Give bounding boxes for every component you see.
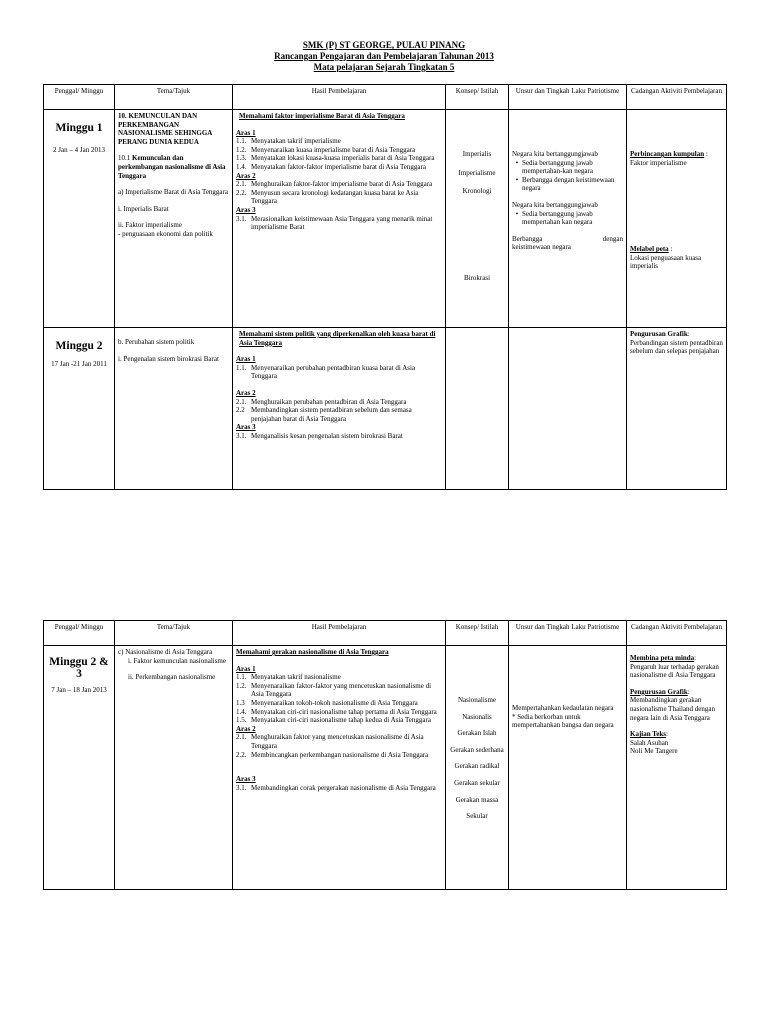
hasil-item: 2.1. Menghuraikan faktor-faktor imperialisme barat di Asia Tenggara — [236, 180, 433, 189]
subtopic-title: Kemunculan dan perkembangan nasionalisme di Asia Tenggara — [118, 154, 226, 180]
hasil-list — [236, 673, 442, 725]
week-row-3 — [44, 646, 727, 890]
aras-label: Aras 3 — [236, 775, 256, 784]
hasil-item: 2.2 Membandingkan sistem pentadbiran sebelum dan semasa penjajahan barat di Asia Tenggara — [236, 406, 412, 423]
hasil-item: 3.1. Merasionalkan keistimewaan Asia Tenggara yang menarik minat imperialisme Barat — [236, 214, 433, 232]
hasil-cell — [233, 646, 446, 890]
school-title: SMK (P) ST GEORGE, PULAU PINANG — [302, 40, 466, 50]
patriotisme-text: * Sedia berkorban untuk mempertahankan bangsa dan negara — [512, 712, 614, 730]
col-header-patriotisme: Unsur dan Tingkah Laku Patriotisme — [509, 621, 627, 646]
week-title: Minggu 1 — [55, 122, 103, 134]
tema-item: i. Pengenalan sistem birokrasi Barat — [118, 354, 219, 363]
tema-item: i. Faktor kemunculan nasionalisme — [128, 656, 226, 665]
tema-heading: 10. KEMUNCULAN DAN PERKEMBANGAN NASIONALISME SEHINGGA PERANG DUNIA KEDUA — [118, 112, 212, 146]
konsep-term: Gerakan Islah — [457, 729, 497, 738]
hasil-title: Memahami faktor imperialisme Barat di Asia Tenggara — [239, 112, 405, 120]
aktiviti-item: Perbincangan kumpulan : — [630, 150, 708, 158]
patriotisme-text: Negara kita bertanggungjawab — [512, 150, 598, 158]
patriotisme-bullet: • Sedia bertanggung jawab mempertahan kan negara — [515, 209, 593, 227]
patriotisme-text: Negara kita bertanggungjawab — [512, 200, 598, 209]
hasil-item: 3.1. Menganalisis kesan pengenalan sistem birokrasi Barat — [236, 431, 403, 440]
aras-label: Aras 2 — [236, 171, 256, 180]
tema-item: i. Imperialis Barat — [118, 204, 169, 213]
week-cell — [44, 646, 115, 890]
konsep-term: Gerakan sekular — [454, 778, 500, 787]
tema-item: ii. Faktor imperialisme — [118, 221, 182, 230]
week-row-1 — [44, 110, 727, 328]
aras-label: Aras 3 — [236, 205, 256, 214]
column-header-row — [44, 621, 727, 646]
aras-label: Aras 3 — [236, 423, 256, 432]
hasil-item: 1.1. Menyatakan takrif nasionalisme — [236, 673, 341, 682]
week-title: Minggu 2 & 3 — [49, 656, 109, 680]
col-header-hasil: Hasil Pembelajaran — [233, 85, 446, 110]
col-header-konsep: Konsep/ Istilah — [446, 621, 509, 646]
hasil-list — [236, 432, 442, 441]
hasil-item: 1.1. Menyenaraikan perubahan pentadbiran kuasa barat di Asia Tenggara — [236, 363, 416, 381]
patriotisme-bullet: • Berbangga dengan keistimewaan negara — [515, 175, 615, 193]
hasil-item: 1.4. Menyatakan faktor-faktor imperialisme barat di Asia Tenggara — [236, 162, 426, 171]
week-cell — [44, 328, 115, 490]
tema-item: c) Nasionalisme di Asia Tenggara — [118, 648, 213, 656]
konsep-term: Gerakan sederhana — [450, 745, 504, 754]
hasil-title: Memahami gerakan nasionalisme di Asia Tenggara — [236, 648, 389, 656]
col-header-tema: Tema/Tajuk — [115, 621, 233, 646]
konsep-term: Birokrasi — [463, 273, 491, 282]
aktiviti-text: Noli Me Tangere — [630, 747, 678, 756]
hasil-list — [236, 180, 442, 206]
tema-cell — [115, 646, 233, 890]
hasil-list — [236, 398, 442, 424]
tema-item: ii. Perkembangan nasionalisme — [128, 673, 216, 682]
patriotisme-list — [512, 210, 623, 227]
aktiviti-text: Faktor imperialisme — [630, 158, 687, 167]
aras-label: Aras 2 — [236, 724, 256, 733]
patriotisme-text: Berbangga dengan — [512, 234, 623, 243]
tema-cell — [115, 110, 233, 328]
col-header-minggu: Penggal/ Minggu — [44, 621, 115, 646]
hasil-item: 1.4. Menyatakan ciri-ciri nasionalisme tahap pertama di Asia Tenggara — [236, 707, 437, 716]
hasil-list — [236, 137, 442, 171]
aktiviti-cell — [627, 328, 727, 490]
tema-item: a) Imperialisme Barat di Asia Tenggara — [118, 188, 228, 197]
konsep-term: Imperialis — [462, 150, 492, 158]
week-date: 7 Jan – 18 Jan 2013 — [51, 686, 107, 694]
aktiviti-text: Lokasi penguasaan kuasa imperialis — [630, 253, 702, 271]
week-date: 17 Jan -21 Jan 2011 — [51, 360, 107, 368]
hasil-item: 2.2. Menyusun secara kronologi kedatangan kuasa barat ke Asia Tenggara — [236, 188, 419, 206]
col-header-patriotisme: Unsur dan Tingkah Laku Patriotisme — [509, 85, 627, 110]
patriotisme-cell — [509, 646, 627, 890]
aktiviti-item: Pengurusan Grafik: — [630, 687, 690, 696]
aras-label: Aras 1 — [236, 664, 256, 673]
aktiviti-item: Melabel peta : — [630, 245, 673, 254]
konsep-term: Gerakan radikal — [454, 762, 500, 771]
konsep-term: Imperialisme — [458, 168, 496, 177]
tema-cell — [115, 328, 233, 490]
patriotisme-list — [512, 159, 623, 193]
column-header-row — [44, 85, 727, 110]
week-title: Minggu 2 — [55, 340, 103, 352]
aktiviti-item: Pengurusan Grafik: — [630, 330, 690, 338]
patriotisme-bullet: • Sedia bertanggung jawab mempertahan-kan negara — [515, 158, 593, 176]
aktiviti-text: Salah Asuhan — [630, 738, 669, 747]
col-header-tema: Tema/Tajuk — [115, 85, 233, 110]
col-header-konsep: Konsep/ Istilah — [446, 85, 509, 110]
hasil-cell — [233, 328, 446, 490]
hasil-list — [236, 215, 442, 232]
col-header-aktiviti: Cadangan Aktiviti Pembelajaran — [627, 85, 727, 110]
hasil-item: 1.2. Menyenaraikan kuasa imperialisme barat di Asia Tenggara — [236, 145, 416, 154]
hasil-title: Memahami sistem politik yang diperkenalkan oleh kuasa barat di Asia Tenggara — [239, 330, 436, 347]
hasil-item: 1.3. Menyatakan lokasi kuasa-kuasa imperialis barat di Asia Tenggara — [236, 154, 435, 163]
hasil-item: 1.2. Menyenaraikan faktor-faktor yang mencetuskan nasionalisme di Asia Tenggara — [236, 681, 432, 699]
aras-label: Aras 1 — [236, 128, 256, 137]
col-header-minggu: Penggal/ Minggu — [44, 85, 115, 110]
patriotisme-cell — [509, 328, 627, 490]
konsep-term: Nasionalisme — [457, 696, 497, 704]
konsep-term: Sekular — [466, 812, 488, 821]
hasil-item: 2.1. Menghuraikan faktor yang mencetuskan nasionalisme di Asia Tenggara — [236, 733, 424, 750]
aktiviti-cell — [627, 646, 727, 890]
aktiviti-text: Pengaruh luar terhadap gerakan nasionalisme di Asia Tenggara — [630, 662, 719, 680]
aktiviti-text: Membandingkan gerakan nasionalisme Thailand dengan negara lain di Asia Tenggara — [630, 696, 716, 722]
aktiviti-item: Membina peta minda: — [630, 654, 697, 662]
tema-item: - penguasaan ekonomi dan politik — [118, 229, 213, 238]
hasil-item: 1.3 Menyenaraikan tokoh-tokoh nasionalisme di Asia Tenggara — [236, 698, 418, 707]
tema-item: b. Perubahan sistem politik — [118, 338, 195, 346]
patriotisme-cell — [509, 110, 627, 328]
schedule-table-2 — [43, 620, 727, 890]
aktiviti-item: Kajian Teks: — [630, 730, 668, 739]
hasil-item: 1.5. Menyatakan ciri-ciri nasionalisme tahap kedua di Asia Tenggara — [236, 716, 431, 725]
konsep-term: Nasionalis — [462, 712, 492, 721]
konsep-term: Kronologi — [462, 187, 492, 196]
hasil-list — [236, 364, 442, 381]
patriotisme-text: Mempertahankan kedaulatan negara — [512, 704, 614, 712]
subtopic-number: 10.1 — [118, 154, 131, 163]
hasil-cell — [233, 110, 446, 328]
week-cell — [44, 110, 115, 328]
konsep-cell — [446, 110, 509, 328]
week-date: 2 Jan – 4 Jan 2013 — [53, 146, 105, 154]
col-header-hasil: Hasil Pembelajaran — [233, 621, 446, 646]
subject-title: Mata pelajaran Sejarah Tingkatan 5 — [313, 62, 455, 72]
hasil-item: 2.2. Membincangkan perkembangan nasionalisme di Asia Tenggara — [236, 750, 429, 759]
konsep-term: Gerakan massa — [455, 795, 499, 804]
hasil-item: 3.1. Membandingkan corak pergerakan nasionalisme di Asia Tenggara — [236, 783, 436, 792]
aras-label: Aras 1 — [236, 355, 256, 364]
tema-subtopic — [118, 154, 229, 180]
hasil-list — [236, 784, 442, 793]
patriotisme-text: keistimewaan negara — [512, 243, 571, 252]
schedule-table-1 — [43, 84, 727, 490]
aktiviti-text: Perbandingan sistem pentadbiran sebelum dan selepas penjajahan — [630, 338, 723, 356]
hasil-item: 1.1. Menyatakan takrif imperialisme — [236, 137, 341, 146]
hasil-list — [236, 733, 442, 759]
week-row-2 — [44, 328, 727, 490]
aktiviti-cell — [627, 110, 727, 328]
aras-label: Aras 2 — [236, 388, 256, 397]
konsep-cell — [446, 646, 509, 890]
hasil-item: 2.1. Menghuraikan perubahan pentadbiran di Asia Tenggara — [236, 397, 407, 406]
konsep-cell — [446, 328, 509, 490]
col-header-aktiviti: Cadangan Aktiviti Pembelajaran — [627, 621, 727, 646]
plan-title: Rancangan Pengajaran dan Pembelajaran Tahunan 2013 — [274, 51, 494, 61]
